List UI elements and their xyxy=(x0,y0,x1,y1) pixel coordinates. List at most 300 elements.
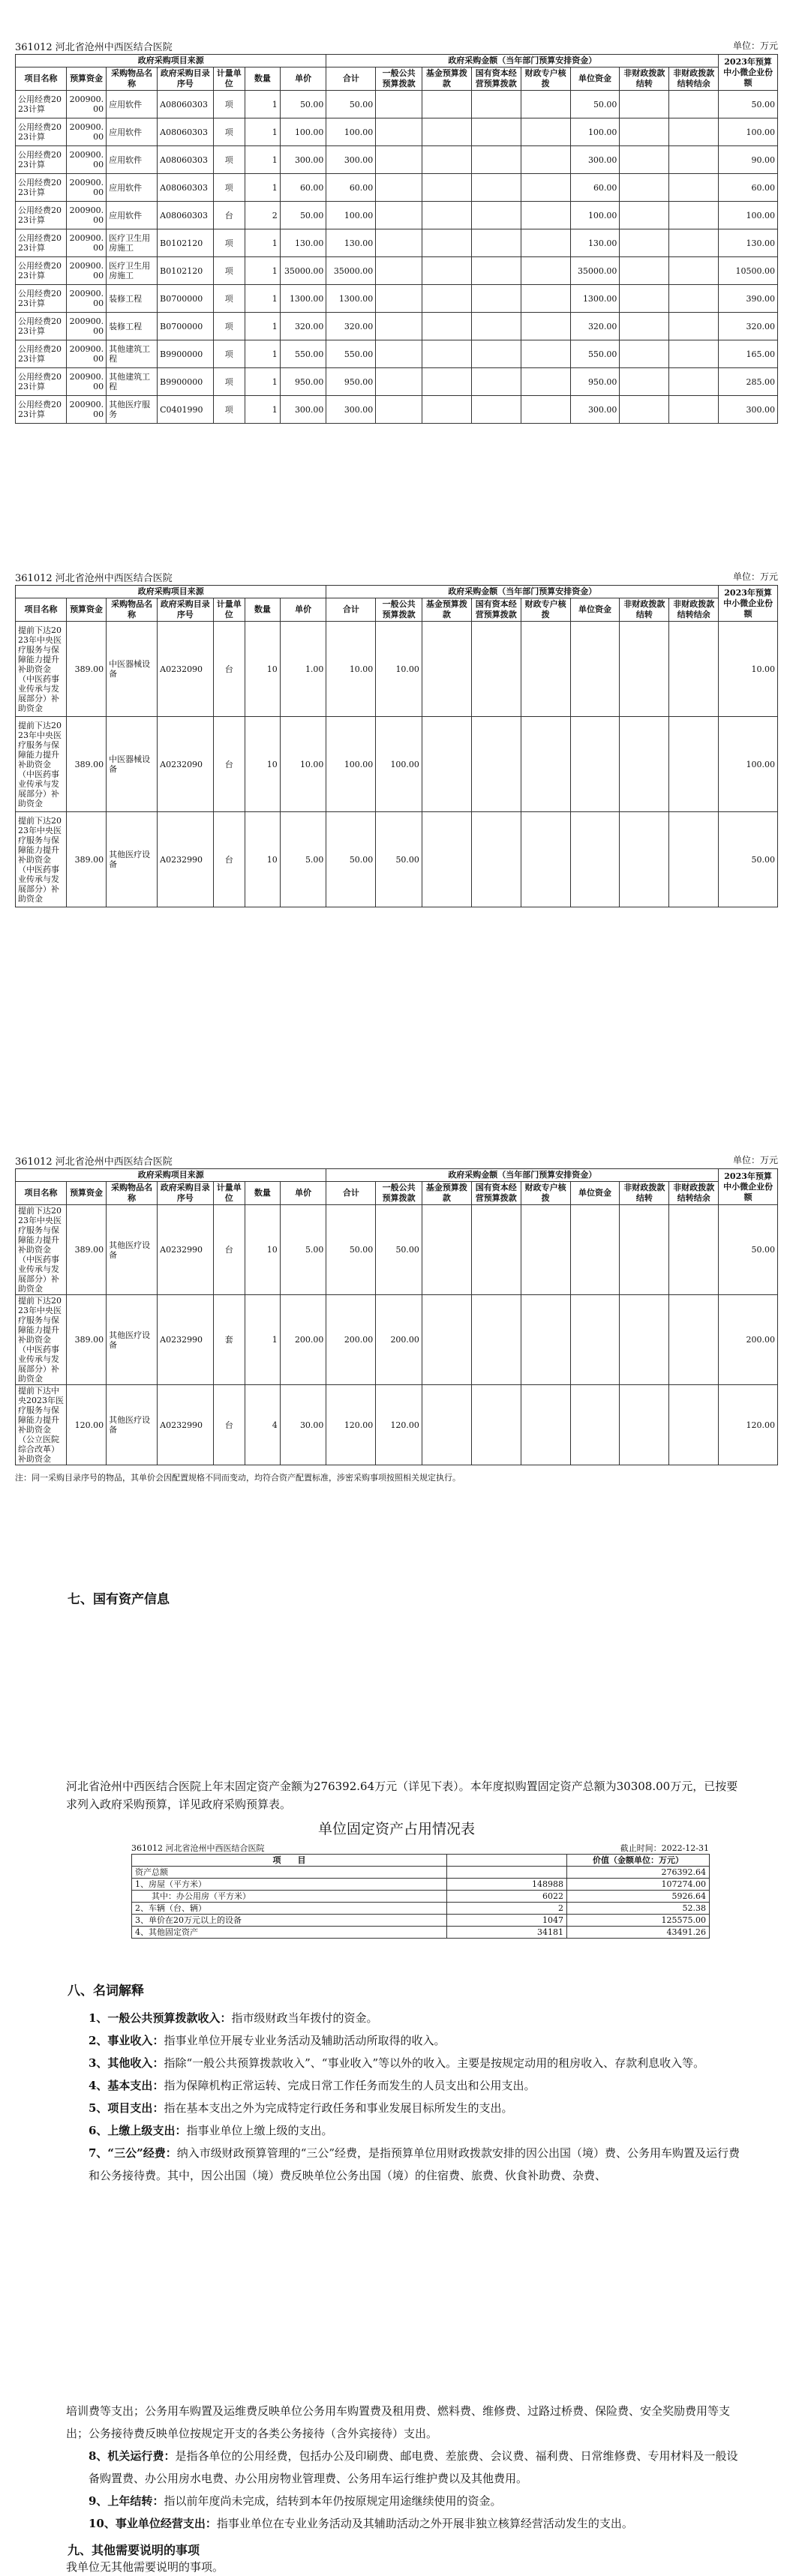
col-header: 财政专户核拨 xyxy=(521,1182,570,1205)
cell-budget: 200900.00 xyxy=(67,396,107,424)
cell-code: B0700000 xyxy=(158,313,213,340)
cell-code: B9900000 xyxy=(158,368,213,396)
cell-special xyxy=(521,229,570,257)
cell-nf2 xyxy=(669,396,719,424)
cell-nf1 xyxy=(620,146,669,174)
col-header: 一般公共预算拨款 xyxy=(376,598,422,622)
cell-special xyxy=(521,118,570,146)
asset-cell-value: 5926.64 xyxy=(567,1891,710,1903)
asset-row xyxy=(132,1891,710,1903)
definition-continued: 培训费等支出；公务用车购置及运维费反映单位公务用车购置费及租用费、燃料费、维修费、过路过桥费、保险费、安全奖励费用等支出；公务接待费反映单位按规定开支的各类公务接待（含外宾接待）支出。 xyxy=(66,2404,731,2440)
asset-col-header: 价值（金额单位：万元） xyxy=(567,1855,710,1867)
cell-price: 1300.00 xyxy=(280,285,326,313)
col-header: 预算资金 xyxy=(67,67,107,91)
cell-code: B9900000 xyxy=(158,340,213,368)
col-header: 政府采购目录序号 xyxy=(158,67,213,91)
section-9-text: 我单位无其他需要说明的事项。 xyxy=(66,2560,224,2574)
cell-name: 公用经费2023计算 xyxy=(16,396,67,424)
cell-price: 35000.00 xyxy=(280,257,326,285)
cell-unit: 项 xyxy=(213,91,245,118)
definition-item xyxy=(66,2445,745,2490)
cell-unit: 台 xyxy=(213,1385,245,1465)
asset-cell-qty: 34181 xyxy=(447,1927,567,1939)
procurement-note: 注：同一采购目录序号的物品，其单价会因配置规格不同而变动，均符合资产配置标准，涉密采购事项按照相关规定执行。 xyxy=(15,1473,461,1483)
asset-cell-value: 107274.00 xyxy=(567,1879,710,1891)
cell-item: 中医器械设备 xyxy=(107,622,158,717)
cell-own: 100.00 xyxy=(570,118,620,146)
definition-term: 1、一般公共预算拨款收入： xyxy=(89,2011,232,2025)
asset-table xyxy=(131,1854,710,1939)
cell-sme: 300.00 xyxy=(719,396,778,424)
col-header: 一般公共预算拨款 xyxy=(376,1182,422,1205)
asset-table-header-info xyxy=(131,1842,709,1852)
cell-fund xyxy=(422,313,471,340)
cell-unit: 项 xyxy=(213,229,245,257)
cell-nf1 xyxy=(620,1295,669,1385)
cell-gen: 50.00 xyxy=(376,1205,422,1295)
cell-item: 应用软件 xyxy=(107,118,158,146)
cell-nf1 xyxy=(620,340,669,368)
cell-price: 200.00 xyxy=(280,1295,326,1385)
cell-nf1 xyxy=(620,396,669,424)
cell-fund xyxy=(422,717,471,812)
section-9-title: 九、其他需要说明的事项 xyxy=(68,2543,200,2557)
cell-gen xyxy=(376,313,422,340)
cell-special xyxy=(521,368,570,396)
cell-name: 公用经费2023计算 xyxy=(16,340,67,368)
asset-row xyxy=(132,1915,710,1927)
cell-qty: 1 xyxy=(245,174,281,202)
table-row xyxy=(16,1385,778,1465)
header-funding: 政府采购金额（当年部门预算安排资金） xyxy=(326,1169,719,1182)
cell-unit: 项 xyxy=(213,368,245,396)
cell-total: 100.00 xyxy=(326,118,376,146)
cell-own xyxy=(570,1385,620,1465)
cell-price: 300.00 xyxy=(280,396,326,424)
cell-total: 100.00 xyxy=(326,717,376,812)
header-funding: 政府采购金额（当年部门预算安排资金） xyxy=(326,586,719,598)
cell-total: 100.00 xyxy=(326,202,376,229)
cell-name: 公用经费2023计算 xyxy=(16,285,67,313)
col-header: 采购物品名称 xyxy=(107,67,158,91)
cell-name: 提前下达2023年中央医疗服务与保障能力提升补助资金（中医药事业传承与发展部分）补助资金 xyxy=(16,1295,67,1385)
cell-gen: 100.00 xyxy=(376,717,422,812)
cell-gen xyxy=(376,285,422,313)
col-header: 数量 xyxy=(245,1182,281,1205)
col-header: 项目名称 xyxy=(16,67,67,91)
cell-code: A08060303 xyxy=(158,118,213,146)
section-8-title: 八、名词解释 xyxy=(68,1984,144,1999)
cell-item: 其他建筑工程 xyxy=(107,340,158,368)
asset-rows xyxy=(132,1867,710,1939)
col-header: 政府采购目录序号 xyxy=(158,598,213,622)
cell-sme: 10500.00 xyxy=(719,257,778,285)
cell-item: 其他建筑工程 xyxy=(107,368,158,396)
cell-price: 5.00 xyxy=(280,812,326,907)
cell-qty: 1 xyxy=(245,229,281,257)
cell-special xyxy=(521,202,570,229)
cell-nf1 xyxy=(620,202,669,229)
header-funding: 政府采购金额（当年部门预算安排资金） xyxy=(326,55,719,67)
col-header: 财政专户核拨 xyxy=(521,67,570,91)
col-header: 国有资本经营预算拨款 xyxy=(471,598,521,622)
cell-budget: 200900.00 xyxy=(67,229,107,257)
cell-code: A08060303 xyxy=(158,202,213,229)
col-header: 采购物品名称 xyxy=(107,598,158,622)
col-header: 政府采购目录序号 xyxy=(158,1182,213,1205)
col-header: 预算资金 xyxy=(67,1182,107,1205)
cell-qty: 1 xyxy=(245,368,281,396)
cell-nf1 xyxy=(620,1205,669,1295)
cell-budget: 120.00 xyxy=(67,1385,107,1465)
definition-text: 指在基本支出之外为完成特定行政任务和事业发展目标所发生的支出。 xyxy=(164,2101,513,2115)
cell-budget: 389.00 xyxy=(67,622,107,717)
procurement-page-2 xyxy=(15,570,778,907)
col-header: 2023年预算中小微企业份额 xyxy=(719,55,778,91)
definition-item xyxy=(66,2052,745,2074)
col-header: 单价 xyxy=(280,67,326,91)
cell-sme: 60.00 xyxy=(719,174,778,202)
cell-total: 50.00 xyxy=(326,812,376,907)
cell-qty: 10 xyxy=(245,1205,281,1295)
definitions-part-2 xyxy=(66,2400,745,2535)
definition-term: 7、“三公”经费： xyxy=(89,2146,177,2160)
definition-term: 4、基本支出： xyxy=(89,2079,164,2092)
cell-gen: 10.00 xyxy=(376,622,422,717)
cell-budget: 200900.00 xyxy=(67,285,107,313)
definition-item xyxy=(66,2074,745,2097)
cell-qty: 10 xyxy=(245,717,281,812)
cell-qty: 2 xyxy=(245,202,281,229)
asset-cell-qty: 2 xyxy=(447,1903,567,1915)
col-header: 数量 xyxy=(245,598,281,622)
asset-row xyxy=(132,1867,710,1879)
definition-text: 指除“一般公共预算拨款收入”、“事业收入”等以外的收入。主要是按规定动用的租房收入、存款利息收入等。 xyxy=(164,2056,705,2070)
cell-nf2 xyxy=(669,1295,719,1385)
definition-text: 是指各单位的公用经费，包括办公及印刷费、邮电费、差旅费、会议费、福利费、日常维修费、专用材料及一般设备购置费、办公用房水电费、办公用房物业管理费、公务用车运行维护费以及其他费用。 xyxy=(89,2449,738,2485)
cell-soe xyxy=(471,396,521,424)
cell-total: 10.00 xyxy=(326,622,376,717)
cell-item: 其他医疗设备 xyxy=(107,1385,158,1465)
cell-fund xyxy=(422,146,471,174)
cell-code: A0232990 xyxy=(158,1205,213,1295)
cell-name: 提前下达中央2023年医疗服务与保障能力提升补助资金（公立医院综合改革）补助资金 xyxy=(16,1385,67,1465)
table-row xyxy=(16,368,778,396)
cell-soe xyxy=(471,1295,521,1385)
cell-name: 公用经费2023计算 xyxy=(16,313,67,340)
asset-row xyxy=(132,1879,710,1891)
definition-term: 3、其他收入： xyxy=(89,2056,164,2070)
cell-soe xyxy=(471,229,521,257)
asset-cell-value: 125575.00 xyxy=(567,1915,710,1927)
cell-item: 装修工程 xyxy=(107,285,158,313)
col-header: 合计 xyxy=(326,1182,376,1205)
cell-nf1 xyxy=(620,285,669,313)
cell-item: 其他医疗设备 xyxy=(107,1205,158,1295)
asset-deadline: 截止时间：2022-12-31 xyxy=(620,1843,709,1853)
section-7-title: 七、国有资产信息 xyxy=(68,1592,170,1607)
cell-price: 130.00 xyxy=(280,229,326,257)
cell-gen xyxy=(376,340,422,368)
cell-name: 公用经费2023计算 xyxy=(16,229,67,257)
procurement-table xyxy=(15,1168,778,1465)
cell-soe xyxy=(471,285,521,313)
cell-unit: 台 xyxy=(213,812,245,907)
cell-code: A0232090 xyxy=(158,717,213,812)
table-row xyxy=(16,396,778,424)
asset-paragraph: 河北省沧州中西医结合医院上年末固定资产金额为276392.64万元（详见下表）。本年度拟购置固定资产总额为30308.00万元，已按要求列入政府采购预算，详见政府采购预算表。 xyxy=(66,1780,738,1811)
cell-name: 公用经费2023计算 xyxy=(16,91,67,118)
cell-budget: 200900.00 xyxy=(67,118,107,146)
cell-soe xyxy=(471,1205,521,1295)
cell-gen xyxy=(376,118,422,146)
cell-nf2 xyxy=(669,285,719,313)
cell-total: 950.00 xyxy=(326,368,376,396)
col-header: 单位资金 xyxy=(570,1182,620,1205)
cell-price: 30.00 xyxy=(280,1385,326,1465)
cell-sme: 390.00 xyxy=(719,285,778,313)
cell-total: 300.00 xyxy=(326,146,376,174)
col-header: 计量单位 xyxy=(213,67,245,91)
cell-fund xyxy=(422,285,471,313)
col-header: 计量单位 xyxy=(213,598,245,622)
cell-budget: 200900.00 xyxy=(67,202,107,229)
cell-name: 公用经费2023计算 xyxy=(16,257,67,285)
cell-qty: 1 xyxy=(245,91,281,118)
table-row xyxy=(16,285,778,313)
cell-sme: 285.00 xyxy=(719,368,778,396)
cell-gen xyxy=(376,146,422,174)
col-header: 项目名称 xyxy=(16,598,67,622)
cell-soe xyxy=(471,313,521,340)
cell-qty: 1 xyxy=(245,118,281,146)
asset-cell-label: 资产总额 xyxy=(132,1867,447,1879)
unit-name: 361012 河北省沧州中西医结合医院 xyxy=(15,573,173,584)
cell-fund xyxy=(422,202,471,229)
cell-nf2 xyxy=(669,174,719,202)
table-row xyxy=(16,812,778,907)
table-row xyxy=(16,202,778,229)
cell-nf2 xyxy=(669,1385,719,1465)
cell-budget: 200900.00 xyxy=(67,146,107,174)
asset-cell-value: 276392.64 xyxy=(567,1867,710,1879)
table-row xyxy=(16,313,778,340)
cell-nf1 xyxy=(620,91,669,118)
cell-special xyxy=(521,174,570,202)
cell-gen: 200.00 xyxy=(376,1295,422,1385)
cell-gen xyxy=(376,257,422,285)
cell-item: 装修工程 xyxy=(107,313,158,340)
table-row xyxy=(16,229,778,257)
cell-nf1 xyxy=(620,174,669,202)
asset-cell-qty: 6022 xyxy=(447,1891,567,1903)
cell-price: 50.00 xyxy=(280,91,326,118)
cell-code: A08060303 xyxy=(158,91,213,118)
cell-unit: 台 xyxy=(213,717,245,812)
col-header: 单价 xyxy=(280,598,326,622)
cell-soe xyxy=(471,202,521,229)
cell-nf1 xyxy=(620,257,669,285)
cell-budget: 389.00 xyxy=(67,812,107,907)
cell-nf1 xyxy=(620,622,669,717)
cell-nf2 xyxy=(669,812,719,907)
cell-name: 提前下达2023年中央医疗服务与保障能力提升补助资金（中医药事业传承与发展部分）补助资金 xyxy=(16,622,67,717)
cell-price: 60.00 xyxy=(280,174,326,202)
definition-text: 指以前年度尚未完成，结转到本年仍按原规定用途继续使用的资金。 xyxy=(164,2494,502,2508)
cell-gen xyxy=(376,202,422,229)
cell-fund xyxy=(422,396,471,424)
cell-total: 50.00 xyxy=(326,1205,376,1295)
cell-own: 60.00 xyxy=(570,174,620,202)
cell-soe xyxy=(471,812,521,907)
procurement-page-1 xyxy=(15,39,778,424)
cell-own: 100.00 xyxy=(570,202,620,229)
cell-total: 120.00 xyxy=(326,1385,376,1465)
cell-price: 950.00 xyxy=(280,368,326,396)
cell-own: 300.00 xyxy=(570,146,620,174)
cell-soe xyxy=(471,118,521,146)
definition-term: 5、项目支出： xyxy=(89,2101,164,2115)
cell-own xyxy=(570,812,620,907)
cell-special xyxy=(521,396,570,424)
header-source: 政府采购项目来源 xyxy=(16,586,326,598)
cell-qty: 1 xyxy=(245,396,281,424)
cell-sme: 100.00 xyxy=(719,717,778,812)
col-header: 非财政拨款结转 xyxy=(620,598,669,622)
cell-total: 320.00 xyxy=(326,313,376,340)
cell-fund xyxy=(422,1205,471,1295)
cell-price: 100.00 xyxy=(280,118,326,146)
cell-sme: 50.00 xyxy=(719,1205,778,1295)
cell-budget: 389.00 xyxy=(67,1295,107,1385)
asset-cell-label: 2、车辆（台、辆） xyxy=(132,1903,447,1915)
cell-price: 320.00 xyxy=(280,313,326,340)
definition-term: 6、上缴上级支出： xyxy=(89,2124,187,2137)
unit-name: 361012 河北省沧州中西医结合医院 xyxy=(15,1156,173,1168)
cell-unit: 项 xyxy=(213,257,245,285)
cell-nf2 xyxy=(669,257,719,285)
cell-gen: 50.00 xyxy=(376,812,422,907)
unit-label: 单位：万元 xyxy=(732,571,778,582)
cell-code: A0232990 xyxy=(158,1385,213,1465)
unit-label: 单位：万元 xyxy=(732,1155,778,1165)
cell-nf2 xyxy=(669,340,719,368)
cell-unit: 台 xyxy=(213,1205,245,1295)
cell-sme: 200.00 xyxy=(719,1295,778,1385)
cell-own: 1300.00 xyxy=(570,285,620,313)
asset-cell-value: 52.38 xyxy=(567,1903,710,1915)
cell-nf2 xyxy=(669,1205,719,1295)
cell-fund xyxy=(422,812,471,907)
cell-item: 其他医疗设备 xyxy=(107,812,158,907)
procurement-table xyxy=(15,54,778,424)
table-row xyxy=(16,622,778,717)
col-header: 采购物品名称 xyxy=(107,1182,158,1205)
cell-qty: 10 xyxy=(245,812,281,907)
col-header: 2023年预算中小微企业份额 xyxy=(719,1169,778,1205)
cell-special xyxy=(521,340,570,368)
definitions-part-1 xyxy=(66,2007,745,2187)
cell-nf2 xyxy=(669,717,719,812)
header-source: 政府采购项目来源 xyxy=(16,1169,326,1182)
procurement-page-3 xyxy=(15,1153,778,1483)
col-header: 单位资金 xyxy=(570,67,620,91)
cell-nf1 xyxy=(620,313,669,340)
cell-code: A0232990 xyxy=(158,812,213,907)
cell-item: 其他医疗服务 xyxy=(107,396,158,424)
cell-item: 应用软件 xyxy=(107,146,158,174)
table-row xyxy=(16,1205,778,1295)
col-header: 非财政拨款结转结余 xyxy=(669,67,719,91)
asset-cell-qty: 148988 xyxy=(447,1879,567,1891)
cell-code: B0102120 xyxy=(158,257,213,285)
col-header: 非财政拨款结转 xyxy=(620,67,669,91)
cell-fund xyxy=(422,1295,471,1385)
cell-name: 公用经费2023计算 xyxy=(16,174,67,202)
cell-gen xyxy=(376,396,422,424)
cell-soe xyxy=(471,340,521,368)
cell-item: 应用软件 xyxy=(107,174,158,202)
table-row xyxy=(16,118,778,146)
table-row xyxy=(16,174,778,202)
cell-special xyxy=(521,717,570,812)
cell-own xyxy=(570,717,620,812)
cell-name: 提前下达2023年中央医疗服务与保障能力提升补助资金（中医药事业传承与发展部分）补助资金 xyxy=(16,717,67,812)
col-header: 国有资本经营预算拨款 xyxy=(471,67,521,91)
definition-text: 纳入市级财政预算管理的“三公”经费，是指预算单位用财政拨款安排的因公出国（境）费、公务用车购置及运行费和公务接待费。其中，因公出国（境）费反映单位公务出国（境）的住宿费、旅费、伙食补助费、杂费、 xyxy=(89,2146,740,2182)
cell-name: 公用经费2023计算 xyxy=(16,368,67,396)
cell-nf2 xyxy=(669,622,719,717)
cell-nf1 xyxy=(620,812,669,907)
cell-qty: 1 xyxy=(245,257,281,285)
cell-gen xyxy=(376,368,422,396)
cell-item: 中医器械设备 xyxy=(107,717,158,812)
cell-sme: 120.00 xyxy=(719,1385,778,1465)
cell-qty: 1 xyxy=(245,313,281,340)
cell-fund xyxy=(422,368,471,396)
definition-text: 指事业单位开展专业业务活动及辅助活动所取得的收入。 xyxy=(164,2034,446,2047)
col-header: 预算资金 xyxy=(67,598,107,622)
cell-gen xyxy=(376,229,422,257)
cell-name: 提前下达2023年中央医疗服务与保障能力提升补助资金（中医药事业传承与发展部分）补助资金 xyxy=(16,812,67,907)
cell-unit: 项 xyxy=(213,396,245,424)
definition-term: 9、上年结转： xyxy=(89,2494,164,2508)
cell-budget: 200900.00 xyxy=(67,313,107,340)
cell-nf2 xyxy=(669,368,719,396)
asset-cell-label: 4、其他固定资产 xyxy=(132,1927,447,1939)
cell-special xyxy=(521,1295,570,1385)
cell-own: 950.00 xyxy=(570,368,620,396)
cell-soe xyxy=(471,174,521,202)
cell-own xyxy=(570,622,620,717)
cell-total: 300.00 xyxy=(326,396,376,424)
asset-row xyxy=(132,1927,710,1939)
col-header: 一般公共预算拨款 xyxy=(376,67,422,91)
cell-code: A0232990 xyxy=(158,1295,213,1385)
cell-total: 200.00 xyxy=(326,1295,376,1385)
cell-unit: 项 xyxy=(213,285,245,313)
cell-total: 1300.00 xyxy=(326,285,376,313)
definition-item xyxy=(66,2007,745,2029)
cell-gen: 120.00 xyxy=(376,1385,422,1465)
col-header: 项目名称 xyxy=(16,1182,67,1205)
cell-gen xyxy=(376,91,422,118)
cell-item: 应用软件 xyxy=(107,91,158,118)
col-header: 财政专户核拨 xyxy=(521,598,570,622)
definition-term: 2、事业收入： xyxy=(89,2034,164,2047)
cell-sme: 90.00 xyxy=(719,146,778,174)
cell-soe xyxy=(471,717,521,812)
